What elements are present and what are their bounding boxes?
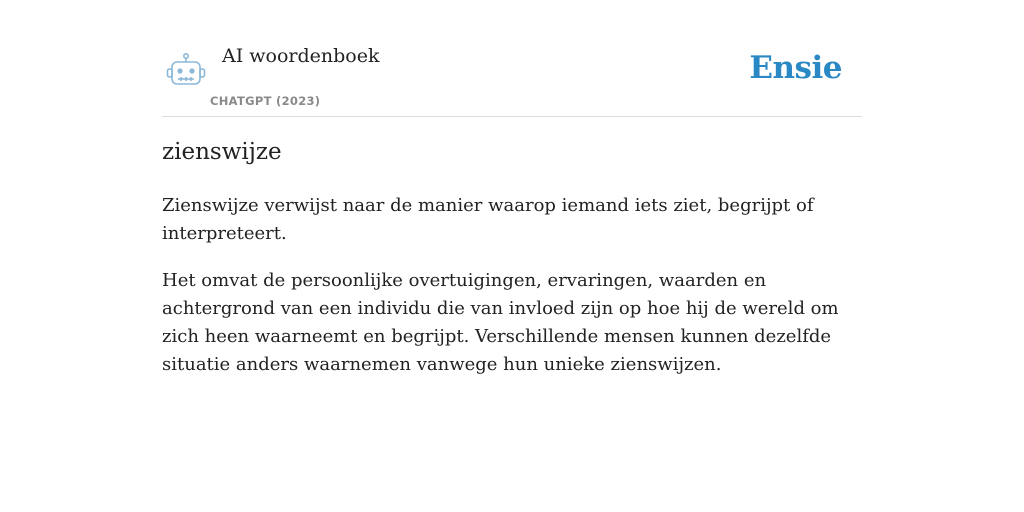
source-subtitle: CHATGPT (2023) — [210, 94, 321, 108]
entry-definition — [162, 192, 862, 398]
robot-icon — [166, 52, 206, 90]
brand-logo-link[interactable]: Ensie — [749, 50, 842, 86]
definition-paragraph: Het omvat de persoonlijke overtuigingen, ervaringen, waarden en achtergrond van een individu die van invloed zijn op hoe hij de wereld om zich heen waarneemt en begrijpt. Verschillende mensen kunnen dezelfde situatie anders waarnemen vanwege hun unieke zienswijzen. — [162, 270, 839, 375]
page-header — [162, 0, 862, 117]
source-title: AI woordenboek — [222, 45, 380, 67]
entry-term: zienswijze — [162, 139, 282, 165]
definition-paragraph: Zienswijze verwijst naar de manier waarop iemand iets ziet, begrijpt of interpreteert. — [162, 195, 814, 244]
